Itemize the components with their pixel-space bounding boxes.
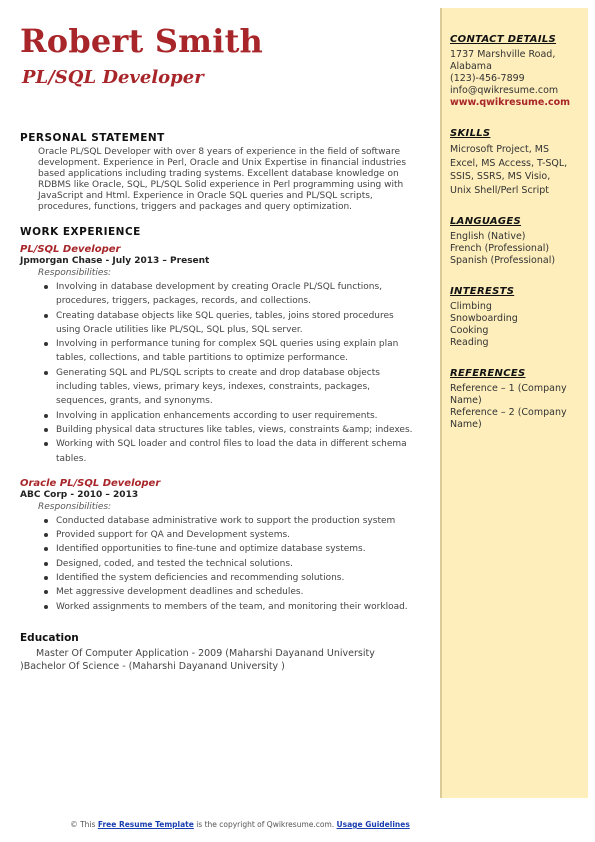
language-item: Spanish (Professional) (450, 255, 556, 266)
address-state: Alabama (450, 61, 492, 72)
reference-item: Reference – 1 (Company (450, 383, 567, 394)
footer-prefix: © This (70, 820, 98, 829)
responsibilities-list (20, 514, 418, 614)
education-section (20, 632, 418, 673)
list-item: Building physical data structures like tables, views, constraints &amp; indexes. (56, 423, 418, 437)
personal-statement-text: Oracle PL/SQL Developer with over 8 years of experience in the field of software development. Experience in Perl, Oracle and Unix Expertise in financial industries based applications including trading systems. Excellent database knowledge on RDBMS like Oracle, SQL, PL/SQL Solid experience in Perl programming using with JavaScript and Html. Experience in Oracle SQL queries and PL/SQL scripts, procedures, functions, triggers and packages and query optimization. (38, 147, 407, 212)
work-experience-section (20, 226, 418, 614)
education-text: Master Of Computer Application - 2009 (Maharshi Dayanand University )Bachelor Of Science - (Maharshi Dayanand University ) (20, 647, 375, 672)
skill-line: SSIS, SSRS, MS Visio, (450, 171, 551, 182)
language-item: French (Professional) (450, 243, 550, 254)
skill-line: Unix Shell/Perl Script (450, 184, 549, 196)
main-column (20, 132, 418, 673)
interest-item: Reading (450, 337, 489, 348)
address-line: 1737 Marshville Road, (450, 49, 556, 60)
responsibilities-label: Responsibilities: (38, 268, 112, 278)
free-resume-template-link[interactable]: Free Resume Template (97, 820, 194, 829)
phone-number: (123)-456-7899 (450, 73, 525, 84)
reference-item: Reference – 2 (Company (450, 407, 567, 418)
list-item: Involving in application enhancements according to user requirements. (56, 409, 418, 423)
responsibilities-label: Responsibilities: (38, 501, 112, 512)
interest-item: Climbing (450, 301, 492, 312)
email-address[interactable]: info@qwikresume.com (450, 85, 559, 96)
skill-line: Microsoft Project, MS (450, 144, 550, 155)
website-link[interactable]: www.qwikresume.com (450, 97, 571, 108)
interests-heading: INTERESTS (450, 286, 515, 297)
reference-item: Name) (450, 395, 482, 406)
job-employer-dates: ABC Corp - 2010 – 2013 (20, 489, 139, 500)
skills-heading: SKILLS (450, 128, 491, 139)
list-item: Working with SQL loader and control files to load the data in different schema tables. (56, 437, 418, 466)
interests-section (450, 286, 582, 349)
work-experience-heading: WORK EXPERIENCE (20, 226, 141, 238)
list-item: Provided support for QA and Development systems. (56, 528, 418, 542)
job-title: Oracle PL/SQL Developer (20, 477, 161, 489)
personal-statement-heading: PERSONAL STATEMENT (20, 132, 165, 144)
usage-guidelines-link[interactable]: Usage Guidelines (336, 820, 410, 829)
list-item: Involving in database development by creating Oracle PL/SQL functions, procedures, triggers, packages, records, and collections. (56, 280, 418, 309)
list-item: Identified the system deficiencies and recommending solutions. (56, 571, 418, 585)
contact-details-heading: CONTACT DETAILS (450, 34, 557, 45)
list-item: Creating database objects like SQL queries, tables, joins stored procedures using Oracle utilities like PL/SQL, SQL plus, SQL server. (56, 309, 418, 338)
list-item: Generating SQL and PL/SQL scripts to create and drop database objects including tables, views, primary keys, indexes, constraints, packages, sequences, grants, and synonyms. (56, 366, 418, 409)
education-heading: Education (20, 631, 79, 644)
contact-details-section (450, 34, 582, 109)
references-section (450, 368, 582, 431)
job-employer-dates: Jpmorgan Chase - July 2013 – Present (20, 256, 210, 266)
job-title-header: PL/SQL Developer (22, 67, 204, 88)
sidebar (440, 8, 588, 798)
interest-item: Snowboarding (450, 313, 518, 324)
job-entry (20, 478, 418, 614)
job-entry (20, 244, 418, 466)
job-title: PL/SQL Developer (20, 244, 121, 255)
language-item: English (Native) (450, 231, 526, 242)
personal-statement-section (20, 132, 418, 213)
reference-item: Name) (450, 419, 482, 430)
list-item: Designed, coded, and tested the technical solutions. (56, 557, 418, 571)
candidate-name: Robert Smith (20, 22, 264, 60)
list-item: Identified opportunities to fine-tune and optimize database systems. (56, 542, 418, 556)
skill-line: Excel, MS Access, T-SQL, (450, 157, 568, 169)
interest-item: Cooking (450, 325, 489, 336)
list-item: Involving in performance tuning for complex SQL queries using explain plan tables, collections, and table partitions to optimize performance. (56, 337, 418, 366)
list-item: Conducted database administrative work to support the production system (56, 514, 418, 528)
list-item: Worked assignments to members of the team, and monitoring their workload. (56, 600, 418, 614)
references-heading: REFERENCES (450, 368, 526, 379)
languages-heading: LANGUAGES (450, 216, 522, 227)
list-item: Met aggressive development deadlines and schedules. (56, 585, 418, 599)
footer-copyright-text: is the copyright of Qwikresume.com. (193, 820, 337, 829)
responsibilities-list (20, 280, 418, 466)
languages-section (450, 216, 582, 267)
footer (0, 820, 480, 829)
skills-section (450, 128, 582, 197)
